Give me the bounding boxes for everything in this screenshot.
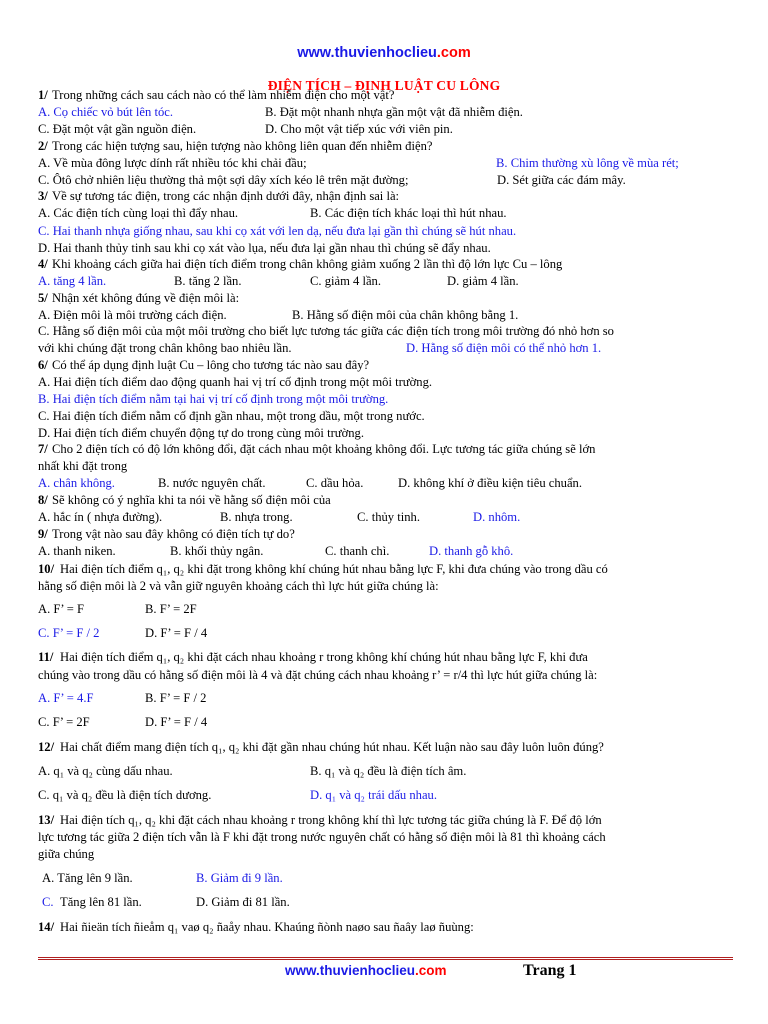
text-line: D. Giảm đi 81 lần. [196, 895, 290, 909]
correct-answer-text: C. F’ = F / 2 [38, 626, 100, 640]
question-number: 5/ [38, 291, 48, 305]
text-line: nhất khi đặt trong [38, 459, 128, 473]
question-number: 4/ [38, 257, 48, 271]
text-line: C. thủy tinh. [357, 510, 420, 524]
text-line: B. nhựa trong. [220, 510, 293, 524]
text-line: A. q₁ và q₂ cùng dấu nhau. [38, 764, 173, 778]
text-line: A. Về mùa đông lược dính rất nhiều tóc khi chải đầu; [38, 156, 307, 170]
footer-tld: .com [415, 963, 447, 978]
text-line: A. Các điện tích cùng loại thì đẩy nhau. [38, 206, 239, 220]
question-number: 3/ [38, 189, 48, 203]
correct-answer-text: D. Hằng số điện môi có thể nhỏ hơn 1. [406, 341, 602, 355]
text-line: B. F’ = F / 2 [145, 691, 207, 705]
text-line: Hai chất điểm mang điện tích q₁, q₂ khi đặt gần nhau chúng hút nhau. Kết luận nào sau đây luôn luôn đúng? [60, 740, 604, 754]
text-line: D. giảm 4 lần. [447, 274, 519, 288]
footer-divider [38, 957, 733, 960]
text-line: Trong những cách sau cách nào có thể làm nhiễm điện cho một vật? [52, 88, 395, 102]
text-line: D. Hai thanh thủy tinh sau khi cọ xát vào lụa, nếu đưa lại gần nhau thì chúng sẽ đẩy nhau. [38, 241, 491, 255]
text-line: A. Điện môi là môi trường cách điện. [38, 308, 227, 322]
question-number: 7/ [38, 442, 48, 456]
text-line: Hai điện tích điểm q₁, q₂ khi đặt cách nhau khoảng r trong không khí chúng hút nhau bằng lực F, khi đưa [60, 650, 588, 664]
text-line: B. khối thủy ngân. [170, 544, 264, 558]
text-line: D. F’ = F / 4 [145, 715, 208, 729]
text-line: B. F’ = 2F [145, 602, 197, 616]
text-line: D. Hai điện tích điểm chuyển động tự do trong cùng môi trường. [38, 426, 365, 440]
text-line: C. q₁ và q₂ đều là điện tích dương. [38, 788, 212, 802]
correct-answer-text: A. F’ = 4.F [38, 691, 94, 705]
text-line: C. giảm 4 lần. [310, 274, 382, 288]
correct-answer-text: A. tăng 4 lần. [38, 274, 107, 288]
text-line: hằng số điện môi là 2 và vẫn giữ nguyên khoảng cách thì lực hút giữa chúng là: [38, 579, 439, 593]
text-line: C. Hai điện tích điểm nằm cố định gần nhau, một trong dầu, một trong nước. [38, 409, 425, 423]
text-line: Hai điện tích q₁, q₂ khi đặt cách nhau khoảng r trong không khí thì lực tương tác giữa chúng là F. Để độ lớn [60, 813, 602, 827]
text-line: Trong vật nào sau đây không có điện tích tự do? [52, 527, 295, 541]
text-line: Có thể áp dụng định luật Cu – lông cho tương tác nào sau đây? [52, 358, 370, 372]
text-line: B. Hằng số điện môi của chân không bằng 1. [292, 308, 519, 322]
text-line: C. Ôtô chở nhiên liệu thường thả một sợi dây xích kéo lê trên mặt đường; [38, 173, 409, 187]
question-number: 8/ [38, 493, 48, 507]
correct-answer-text: B. Chim thường xù lông về mùa rét; [496, 156, 679, 170]
text-line: A. Tăng lên 9 lần. [42, 871, 133, 885]
text-line: D. F’ = F / 4 [145, 626, 208, 640]
question-number: 13/ [38, 813, 55, 827]
text-line: Cho 2 điện tích có độ lớn không đổi, đặt cách nhau một khoảng không đổi. Lực tương tác giữa chúng sẽ lớn [52, 442, 596, 456]
question-number: 6/ [38, 358, 48, 372]
page-number: Trang 1 [523, 962, 577, 979]
text-line: B. Đặt một nhanh nhựa gần một vật đã nhiễm điện. [265, 105, 523, 119]
header-tld: .com [436, 45, 471, 61]
header-domain: www.thuvienhoclieu [297, 45, 437, 61]
text-line: C. Hằng số điện môi của một môi trường cho biết lực tương tác giữa các điện tích trong môi trường đó nhỏ hơn so [38, 324, 614, 338]
correct-answer-text: C. [42, 895, 54, 909]
text-line: A. hắc ín ( nhựa đường). [38, 510, 163, 524]
question-number: 1/ [38, 88, 48, 102]
question-number: 2/ [38, 139, 48, 153]
text-line: Khi khoảng cách giữa hai điện tích điểm trong chân không giảm xuống 2 lần thì độ lớn lực Cu – lông [52, 257, 563, 271]
text-line: B. q₁ và q₂ đều là điện tích âm. [310, 764, 467, 778]
text-line: Tăng lên 81 lần. [60, 895, 142, 909]
text-line: D. Sét giữa các đám mây. [497, 173, 626, 187]
text-line: C. thanh chì. [325, 544, 390, 558]
correct-answer-text: A. Cọ chiếc vỏ bút lên tóc. [38, 105, 174, 119]
text-line: lực tương tác giữa 2 điện tích vẫn là F khi đặt trong nước nguyên chất có hằng số điện môi là 81 thì khoảng cách [38, 830, 606, 844]
question-number: 10/ [38, 562, 55, 576]
text-line: Sẽ không có ý nghĩa khi ta nói về hằng số điện môi của [52, 493, 331, 507]
text-line: chúng vào trong dầu có hằng số điện môi là 4 và đặt chúng cách nhau khoảng r’ = r/4 thì lực hút giữa chúng là: [38, 668, 598, 682]
text-line: Trong các hiện tượng sau, hiện tượng nào không liên quan đến nhiễm điện? [52, 139, 433, 153]
correct-answer-text: B. Hai điện tích điểm nằm tại hai vị trí cố định trong một môi trường. [38, 392, 389, 406]
footer-domain: www.thuvienhoclieu [285, 963, 416, 978]
footer-site [285, 963, 447, 978]
text-line: B. Các điện tích khác loại thì hút nhau. [310, 206, 507, 220]
text-line: Về sự tương tác điện, trong các nhận định dưới đây, nhận định sai là: [52, 189, 400, 203]
text-line: với khi chúng đặt trong chân không bao nhiêu lần. [38, 341, 292, 355]
text-line: B. nước nguyên chất. [158, 476, 266, 490]
correct-answer-text: D. q₁ và q₂ trái dấu nhau. [310, 788, 437, 802]
correct-answer-text: A. chân không. [38, 476, 115, 490]
text-line: C. Đặt một vật gần nguồn điện. [38, 122, 197, 136]
text-line: giữa chúng [38, 847, 95, 861]
page-title: ĐIỆN TÍCH – ĐỊNH LUẬT CU LÔNG [267, 78, 501, 93]
question-number: 12/ [38, 740, 55, 754]
question-number: 14/ [38, 920, 55, 934]
text-line: Nhận xét không đúng về điện môi là: [52, 291, 240, 305]
text-line: D. Cho một vật tiếp xúc với viên pin. [265, 122, 453, 136]
text-line: A. thanh niken. [38, 544, 116, 558]
correct-answer-text: D. thanh gỗ khô. [429, 544, 514, 558]
text-line: C. dầu hỏa. [306, 476, 364, 490]
correct-answer-text: D. nhôm. [473, 510, 521, 524]
text-line: B. tăng 2 lần. [174, 274, 242, 288]
site-header [0, 45, 768, 61]
text-line: A. F’ = F [38, 602, 85, 616]
text-line: A. Hai điện tích điểm dao động quanh hai vị trí cố định trong một môi trường. [38, 375, 433, 389]
text-line: C. F’ = 2F [38, 715, 90, 729]
correct-answer-text: B. Giảm đi 9 lần. [196, 871, 283, 885]
question-number: 9/ [38, 527, 48, 541]
text-line: Hai điện tích điểm q₁, q₂ khi đặt trong không khí chúng hút nhau bằng lực F, khi đưa chúng vào trong dầu có [60, 562, 608, 576]
text-line: Hai ñieän tích ñieåm q₁ vaø q₂ ñaåy nhau. Khaúng ñònh naøo sau ñaây laø ñuùng: [60, 920, 474, 934]
question-number: 11/ [38, 650, 54, 664]
correct-answer-text: C. Hai thanh nhựa giống nhau, sau khi cọ xát với len dạ, nếu đưa lại gần thì chúng sẽ hút nhau. [38, 224, 517, 238]
text-line: D. không khí ở điều kiện tiêu chuẩn. [398, 476, 582, 490]
